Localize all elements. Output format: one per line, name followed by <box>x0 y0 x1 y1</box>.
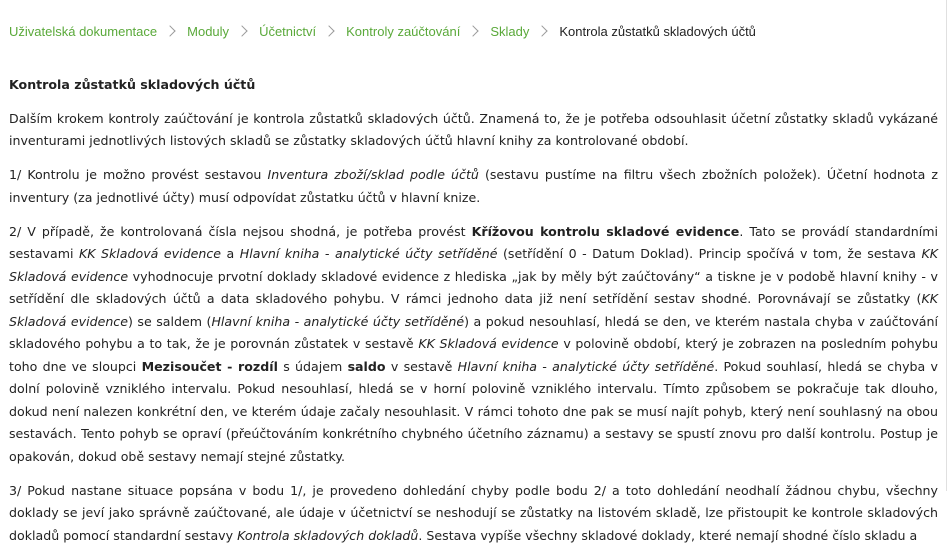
breadcrumb-link-warehouses[interactable]: Sklady <box>490 23 530 39</box>
paragraph-intro: Dalším krokem kontroly zaúčtování je kontrola zůstatků skladových účtů. Znamená to, že je potřeba odsouhlasit účetní zůstatky skladů vykázané inventurami jednotlivých listových skladů se zůstatky skladových účtů hlavní knihy za kontrolované období. <box>9 110 938 148</box>
italic-report-name: KK Skladová evidence <box>9 246 938 284</box>
article-content <box>9 40 938 559</box>
chevron-right-icon <box>468 25 479 36</box>
paragraph-step-2 <box>9 221 938 469</box>
breadcrumb-link-accounting[interactable]: Účetnictví <box>259 23 317 39</box>
chevron-right-icon <box>236 25 247 36</box>
text-run: v polovině období, který je zobrazen na posledním pohybu toho dne ve sloupci <box>9 336 938 374</box>
breadcrumb-link-documentation[interactable]: Uživatelská dokumentace <box>9 23 158 39</box>
italic-report-name: Hlavní kniha - analytické účty setříděné <box>211 313 465 329</box>
text-run: ) a pokud nesouhlasí, hledá se den, ve kterém nastala chyba v zaúčtování skladového pohybu a to tak, že je porovnán zůstatek v sestavě <box>9 313 938 351</box>
italic-report-name: KK Skladová evidence <box>9 291 938 329</box>
breadcrumb-link-posting-checks[interactable]: Kontroly zaúčtování <box>346 23 461 39</box>
text-run: 2/ V případě, že kontrolovaná čísla nejsou shodná, je potřeba provést <box>9 223 472 239</box>
italic-report-name: Inventura zboží/sklad podle účtů <box>267 167 479 182</box>
italic-report-name: KK Skladová evidence <box>78 246 222 261</box>
italic-report-name: Hlavní kniha - analytické účty setříděné <box>239 246 498 261</box>
breadcrumb-link-modules[interactable]: Moduly <box>187 23 230 39</box>
text-run: a <box>221 246 240 261</box>
text-run: 1/ Kontrolu je možno provést sestavou <box>9 167 268 182</box>
text-run: . Sestava vypíše všechny skladové doklady, které nemají shodné číslo skladu a <box>418 527 918 543</box>
text-run: 3/ Pokud nastane situace popsána v bodu 1/, je provedeno dohledání chyby podle bodu 2/ a toto dohledání neodhalí žádnou chybu, všechny doklady se jeví jako správně zaúčtované, ale údaje v účetnictví se neshodují se zůstatky na listovém skladě, lze přistoupit ke kontrole skladových dokladů pomocí standardní sestavy <box>9 482 938 543</box>
chevron-right-icon <box>537 25 548 36</box>
chevron-right-icon <box>323 25 334 36</box>
breadcrumb-current-page: Kontrola zůstatků skladových účtů <box>559 23 756 39</box>
chevron-right-icon <box>164 25 175 36</box>
bold-text: Mezisoučet - rozdíl <box>141 358 278 374</box>
paragraph-step-1 <box>9 164 938 209</box>
text-run: (sestavu pustíme na filtru všech zbožních položek). Účetní hodnota z inventury (za jednotlivé účty) musí odpovídat zůstatku účtů v hlavní knize. <box>9 167 939 205</box>
text-run: vyhodnocuje prvotní doklady skladové evidence z hlediska „jak by měly být zaúčtovány“ a tiskne je v podobě hlavní knihy - v setřídění dle skladových účtů a data skladového pohybu. V rámci jednoho data již není setřídění sestav shodné. Porovnávají se zůstatky ( <box>9 268 938 306</box>
text-run: . Tato se provádí standardními sestavami <box>9 223 938 261</box>
italic-report-name: Hlavní kniha - analytické účty setříděné <box>457 358 715 374</box>
text-run: ) se saldem ( <box>127 313 212 329</box>
text-run: v sestavě <box>385 358 458 374</box>
bold-text: saldo <box>347 358 386 374</box>
bold-text: Křížovou kontrolu skladové evidence <box>471 223 740 239</box>
text-run: s údajem <box>277 358 348 374</box>
italic-report-name: Kontrola skladových dokladů <box>237 527 419 543</box>
breadcrumb <box>0 0 947 62</box>
section-heading: Kontrola zůstatků skladových účtů <box>9 77 256 92</box>
text-run: . Pokud souhlasí, hledá se chyba v dolní polovině vzniklého intervalu. Pokud nesouhlasí, hledá se v horní polovině vzniklého intervalu. Tímto způsobem se pokračuje tak dlouho, dokud není nalezen konkrétní den, ve kterém údaje začaly nesouhlasit. V rámci tohoto dne pak se musí najít pohyb, který není souhlasný na obou sestavách. Tento pohyb se opraví (přeúčtováním konkrétního chybného účetního záznamu) a sestavy se spustí znovu pro další kontrolu. Postup je opakován, dokud obě sestavy nemají stejné zůstatky. <box>9 358 938 464</box>
text-run: (setřídění 0 - Datum Doklad). Princip spočívá v tom, že sestava <box>497 246 922 261</box>
italic-report-name: KK Skladová evidence <box>418 336 559 351</box>
paragraph-step-3 <box>9 480 938 548</box>
